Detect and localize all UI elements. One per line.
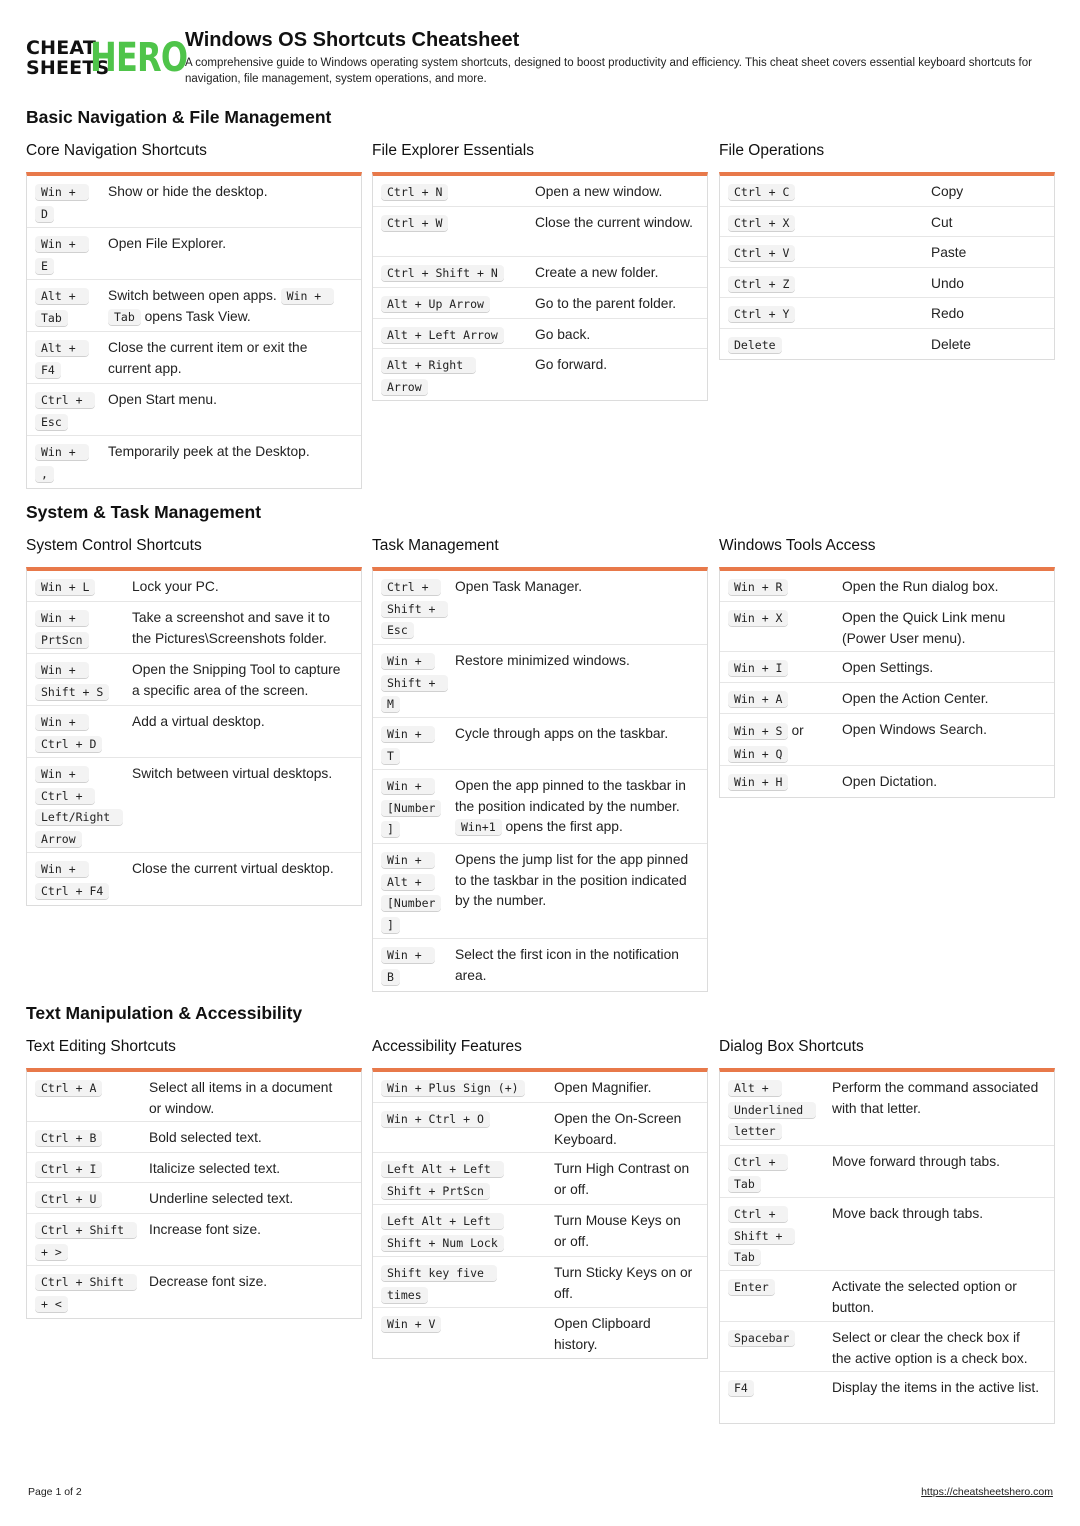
key-combo: D xyxy=(35,206,54,222)
card-file-operations xyxy=(719,172,1055,360)
shortcut-keys xyxy=(728,243,931,261)
shortcut-keys xyxy=(35,1272,149,1312)
card-dialog-box xyxy=(719,1068,1055,1424)
key-combo: Tab xyxy=(728,1249,761,1265)
key-combo: Win + L xyxy=(35,579,95,595)
shortcut-keys xyxy=(381,294,535,312)
shortcut-keys xyxy=(728,608,842,645)
shortcut-row xyxy=(373,288,707,319)
shortcut-row xyxy=(720,207,1054,237)
shortcut-row xyxy=(720,1372,1054,1423)
key-combo: [Number xyxy=(381,800,441,816)
shortcut-keys xyxy=(381,850,455,932)
page-header xyxy=(26,28,1056,90)
shortcut-row xyxy=(720,714,1054,766)
key-combo: Ctrl + F4 xyxy=(35,883,109,899)
shortcut-row xyxy=(27,1072,361,1122)
shortcut-row xyxy=(373,571,707,645)
shortcut-keys xyxy=(381,1159,554,1198)
card-text-editing xyxy=(26,1068,362,1319)
key-combo: Win + Plus Sign (+) xyxy=(381,1080,525,1096)
shortcut-keys xyxy=(728,274,931,291)
shortcut-description: Select or clear the check box if the active option is a check box. xyxy=(832,1330,1028,1366)
key-combo: Ctrl + N xyxy=(381,184,448,200)
logo-cheat-text: CHEAT xyxy=(26,37,97,59)
card-title-system-control: System Control Shortcuts xyxy=(26,537,202,554)
shortcut-description: Take a screenshot and save it to the Pictures\Screenshots folder. xyxy=(132,610,330,646)
shortcut-row xyxy=(373,1257,707,1308)
key-combo: [Number xyxy=(381,895,441,911)
description-text: opens the first app. xyxy=(505,819,623,834)
shortcut-keys xyxy=(35,390,108,429)
shortcut-keys xyxy=(381,1078,554,1096)
key-combo: Win + X xyxy=(728,610,788,626)
shortcut-row xyxy=(373,645,707,718)
shortcut-row xyxy=(373,718,707,770)
shortcut-row xyxy=(27,1183,361,1214)
or-text: or xyxy=(791,723,804,738)
shortcut-keys xyxy=(35,1220,149,1259)
shortcut-description: Show or hide the desktop. xyxy=(108,184,268,199)
shortcut-keys xyxy=(728,1328,832,1365)
shortcut-description: Open Clipboard history. xyxy=(554,1316,651,1352)
key-combo: Alt + xyxy=(35,288,89,304)
key-combo: Ctrl + B xyxy=(35,1130,102,1146)
shortcut-row xyxy=(373,1205,707,1257)
card-accessibility xyxy=(372,1068,708,1359)
inline-key: Win+1 xyxy=(455,819,502,835)
shortcut-description: Go forward. xyxy=(535,357,608,372)
shortcut-description: Turn High Contrast on or off. xyxy=(554,1161,690,1197)
shortcut-description: Open the Quick Link menu (Power User menu). xyxy=(842,610,1006,646)
shortcut-keys xyxy=(728,1152,832,1191)
shortcut-description: Copy xyxy=(931,184,964,199)
shortcut-keys xyxy=(35,608,132,647)
shortcut-row xyxy=(373,349,707,400)
key-combo: Win + xyxy=(381,852,435,868)
key-combo: Delete xyxy=(728,337,782,353)
key-combo: Ctrl + Shift xyxy=(35,1274,137,1290)
key-combo: times xyxy=(381,1287,428,1303)
shortcut-description: Cycle through apps on the taskbar. xyxy=(455,726,669,741)
shortcut-keys xyxy=(35,859,132,899)
card-title-core-navigation: Core Navigation Shortcuts xyxy=(26,142,207,159)
key-combo: Ctrl + I xyxy=(35,1161,102,1177)
inline-key: Tab xyxy=(108,309,141,325)
key-combo: Ctrl + A xyxy=(35,1080,102,1096)
section-title-navigation: Basic Navigation & File Management xyxy=(26,107,332,127)
shortcut-description: Lock your PC. xyxy=(132,579,219,594)
key-combo: Win + xyxy=(381,778,435,794)
shortcut-description xyxy=(455,776,699,837)
shortcut-keys xyxy=(728,1204,832,1264)
shortcut-row xyxy=(373,1072,707,1103)
shortcut-description: Temporarily peek at the Desktop. xyxy=(108,444,310,459)
shortcut-row xyxy=(27,1122,361,1153)
key-combo: Alt + xyxy=(35,340,89,356)
shortcut-description: Open File Explorer. xyxy=(108,236,227,251)
shortcut-row xyxy=(720,329,1054,359)
key-combo: Spacebar xyxy=(728,1330,795,1346)
card-title-file-operations: File Operations xyxy=(719,142,825,159)
shortcut-description: Decrease font size. xyxy=(149,1274,268,1289)
shortcut-row xyxy=(27,332,361,384)
shortcut-description: Select the first icon in the notification area. xyxy=(455,947,679,983)
key-combo: Alt + xyxy=(381,874,435,890)
key-combo: F4 xyxy=(35,362,61,378)
shortcut-description: Close the current virtual desktop. xyxy=(132,861,334,876)
shortcut-row xyxy=(373,207,707,257)
shortcut-keys xyxy=(381,724,455,763)
shortcut-row xyxy=(373,257,707,288)
key-combo: Win + xyxy=(35,236,89,252)
shortcut-row xyxy=(720,1198,1054,1271)
key-combo: Ctrl + xyxy=(35,788,95,804)
key-combo: Ctrl + xyxy=(728,1206,788,1222)
shortcut-row xyxy=(27,176,361,228)
shortcut-row xyxy=(27,654,361,706)
shortcut-keys xyxy=(381,1211,554,1250)
shortcut-description: Restore minimized windows. xyxy=(455,653,630,668)
key-combo: letter xyxy=(728,1123,782,1139)
key-combo: Shift + PrtScn xyxy=(381,1183,490,1199)
shortcut-keys xyxy=(728,304,931,322)
shortcut-description: Close the current window. xyxy=(535,215,693,230)
key-combo: M xyxy=(381,696,400,712)
key-combo: PrtScn xyxy=(35,632,89,648)
key-combo: Alt + Right xyxy=(381,357,476,373)
shortcut-keys xyxy=(35,338,108,377)
key-combo: Ctrl + Z xyxy=(728,276,795,292)
shortcut-description: Activate the selected option or button. xyxy=(832,1279,1017,1315)
shortcut-description: Undo xyxy=(931,276,964,291)
shortcut-description: Open a new window. xyxy=(535,184,663,199)
key-combo: Win + H xyxy=(728,774,788,790)
key-combo: Ctrl + U xyxy=(35,1191,102,1207)
key-combo: Ctrl + Shift + N xyxy=(381,265,504,281)
shortcut-description: Select all items in a document or window. xyxy=(149,1080,333,1116)
key-combo: Shift + xyxy=(381,601,448,617)
key-combo: Ctrl + X xyxy=(728,215,795,231)
page-number: Page 1 of 2 xyxy=(28,1486,82,1498)
inline-key: Win + xyxy=(281,288,335,304)
key-combo: ] xyxy=(381,821,400,837)
shortcut-keys xyxy=(381,182,535,200)
section-title-system: System & Task Management xyxy=(26,502,262,522)
shortcut-row xyxy=(373,319,707,349)
key-combo: Alt + Left Arrow xyxy=(381,327,504,343)
shortcut-keys xyxy=(35,234,108,273)
site-link[interactable]: https://cheatsheetshero.com xyxy=(921,1486,1053,1498)
shortcut-row xyxy=(720,1322,1054,1372)
shortcut-row xyxy=(373,1308,707,1358)
shortcut-row xyxy=(720,176,1054,207)
key-combo: Ctrl + xyxy=(381,579,441,595)
key-combo: ] xyxy=(381,917,400,933)
shortcut-row xyxy=(27,853,361,905)
shortcut-description: Create a new folder. xyxy=(535,265,659,280)
key-combo: Win + R xyxy=(728,579,788,595)
shortcut-description: Bold selected text. xyxy=(149,1130,262,1145)
key-combo: Ctrl + Shift xyxy=(35,1222,137,1238)
key-combo: Ctrl + xyxy=(35,392,95,408)
shortcut-row xyxy=(27,571,361,602)
key-combo: E xyxy=(35,258,54,274)
shortcut-row xyxy=(27,280,361,332)
key-combo: Win + xyxy=(35,444,89,460)
description-text: Open the app pinned to the taskbar in the position indicated by the number. xyxy=(455,778,686,814)
key-combo: + > xyxy=(35,1244,68,1260)
shortcut-row xyxy=(27,706,361,758)
shortcut-row xyxy=(720,1271,1054,1322)
shortcut-description: Move back through tabs. xyxy=(832,1206,984,1221)
key-combo: B xyxy=(381,969,400,985)
shortcut-row xyxy=(27,228,361,280)
shortcut-keys xyxy=(381,577,455,638)
logo-sheets-text: SHEETS xyxy=(26,57,110,79)
key-combo: Alt + xyxy=(728,1080,782,1096)
shortcut-keys xyxy=(728,772,842,791)
shortcut-keys xyxy=(728,1277,832,1315)
key-combo: Tab xyxy=(728,1176,761,1192)
card-system-control xyxy=(26,567,362,906)
shortcut-row xyxy=(27,602,361,654)
shortcut-keys xyxy=(381,1263,554,1301)
shortcut-keys xyxy=(728,182,931,200)
shortcut-description: Display the items in the active list. xyxy=(832,1380,1040,1395)
card-title-text-editing: Text Editing Shortcuts xyxy=(26,1038,176,1055)
shortcut-description: Turn Mouse Keys on or off. xyxy=(554,1213,681,1249)
shortcut-row xyxy=(27,758,361,853)
page-description: A comprehensive guide to Windows operating system shortcuts, designed to boost productivity and efficiency. This cheat sheet covers essential keyboard shortcuts for navigation, file management, system operations, and more. xyxy=(185,57,1032,85)
shortcut-description: Open the Run dialog box. xyxy=(842,579,999,594)
key-combo: Win + xyxy=(35,714,89,730)
shortcut-description: Delete xyxy=(931,337,971,352)
key-combo: Win + S xyxy=(728,723,788,739)
shortcut-description: Open Dictation. xyxy=(842,774,938,789)
shortcut-keys xyxy=(381,1109,554,1146)
shortcut-row xyxy=(720,652,1054,683)
shortcut-description: Increase font size. xyxy=(149,1222,261,1237)
shortcut-description: Italicize selected text. xyxy=(149,1161,281,1176)
section-title-text-accessibility: Text Manipulation & Accessibility xyxy=(26,1003,303,1023)
shortcut-description: Underline selected text. xyxy=(149,1191,294,1206)
shortcut-description: Switch between virtual desktops. xyxy=(132,766,333,781)
card-task-management xyxy=(372,567,708,992)
card-title-accessibility: Accessibility Features xyxy=(372,1038,522,1055)
shortcut-row xyxy=(720,1072,1054,1146)
shortcut-keys xyxy=(381,945,455,985)
shortcut-description: Open Start menu. xyxy=(108,392,217,407)
card-title-file-explorer: File Explorer Essentials xyxy=(372,142,534,159)
shortcut-keys xyxy=(35,712,132,751)
key-combo: T xyxy=(381,748,400,764)
shortcut-keys xyxy=(381,776,455,837)
key-combo: Ctrl + Y xyxy=(728,306,795,322)
key-combo: Win + V xyxy=(381,1316,441,1332)
shortcut-row xyxy=(27,384,361,436)
key-combo: Alt + Up Arrow xyxy=(381,296,490,312)
shortcut-description: Go back. xyxy=(535,327,591,342)
key-combo: , xyxy=(35,466,54,482)
key-combo: Shift + xyxy=(381,675,448,691)
shortcut-keys xyxy=(35,442,108,482)
key-combo: Win + xyxy=(381,653,435,669)
shortcut-row xyxy=(27,1214,361,1266)
page-title: Windows OS Shortcuts Cheatsheet xyxy=(185,29,520,51)
key-combo: Ctrl + D xyxy=(35,736,102,752)
shortcut-description: Cut xyxy=(931,215,953,230)
shortcut-keys xyxy=(35,660,132,699)
key-combo: Win + Q xyxy=(728,746,788,762)
shortcut-description: Turn Sticky Keys on or off. xyxy=(554,1265,693,1301)
shortcut-row xyxy=(373,939,707,991)
key-combo: Win + Ctrl + O xyxy=(381,1111,490,1127)
shortcut-keys xyxy=(728,1378,832,1417)
shortcut-description: Paste xyxy=(931,245,967,260)
key-combo: Win + xyxy=(35,861,89,877)
key-combo: Arrow xyxy=(381,379,428,395)
shortcut-keys xyxy=(728,689,842,707)
shortcut-keys xyxy=(728,720,842,759)
key-combo: Shift + Num Lock xyxy=(381,1235,504,1251)
card-windows-tools xyxy=(719,567,1055,798)
shortcut-keys xyxy=(35,286,108,325)
shortcut-row xyxy=(720,1146,1054,1198)
key-combo: Left Alt + Left xyxy=(381,1161,504,1177)
key-combo: Left/Right xyxy=(35,809,123,825)
shortcut-description xyxy=(108,286,353,325)
key-combo: Ctrl + W xyxy=(381,215,448,231)
description-text: opens Task View. xyxy=(144,308,251,324)
shortcut-row xyxy=(373,1103,707,1153)
shortcut-row xyxy=(373,1153,707,1205)
shortcut-description: Open Windows Search. xyxy=(842,722,987,737)
key-combo: Underlined xyxy=(728,1102,816,1118)
key-combo: Win + A xyxy=(728,691,788,707)
key-combo: Left Alt + Left xyxy=(381,1213,504,1229)
key-combo: Win + xyxy=(35,662,89,678)
shortcut-row xyxy=(27,436,361,488)
shortcut-row xyxy=(373,770,707,844)
shortcut-keys xyxy=(728,658,842,676)
shortcut-description: Open the Snipping Tool to capture a specific area of the screen. xyxy=(132,662,341,698)
shortcut-keys xyxy=(35,764,132,846)
card-title-windows-tools: Windows Tools Access xyxy=(719,537,876,554)
shortcut-description: Open the On-Screen Keyboard. xyxy=(554,1111,682,1147)
shortcut-keys xyxy=(728,577,842,595)
key-combo: Tab xyxy=(35,310,68,326)
shortcut-description: Redo xyxy=(931,306,964,321)
card-file-explorer xyxy=(372,172,708,401)
shortcut-keys xyxy=(381,263,535,281)
description-text: Switch between open apps. xyxy=(108,288,277,303)
shortcut-row xyxy=(720,268,1054,298)
shortcut-description: Perform the command associated with that letter. xyxy=(832,1080,1039,1116)
card-title-task-management: Task Management xyxy=(372,537,499,554)
logo-hero-text: HERO xyxy=(90,35,188,81)
key-combo: Win + xyxy=(381,726,435,742)
shortcut-row xyxy=(373,844,707,939)
key-combo: Shift + S xyxy=(35,684,109,700)
key-combo: Win + xyxy=(35,766,89,782)
shortcut-keys xyxy=(35,182,108,221)
header-text xyxy=(185,28,1055,87)
shortcut-keys xyxy=(35,577,132,595)
shortcut-row xyxy=(720,237,1054,268)
shortcut-row xyxy=(720,683,1054,714)
key-combo: Win + I xyxy=(728,660,788,676)
shortcut-keys xyxy=(728,213,931,230)
key-combo: + < xyxy=(35,1296,68,1312)
shortcut-description: Close the current item or exit the current app. xyxy=(108,340,308,376)
key-combo: Esc xyxy=(35,414,68,430)
shortcut-row xyxy=(720,766,1054,797)
shortcut-description: Add a virtual desktop. xyxy=(132,714,265,729)
key-combo: Win + xyxy=(35,610,89,626)
key-combo: Ctrl + xyxy=(728,1154,788,1170)
key-combo: Win + xyxy=(381,947,435,963)
key-combo: F4 xyxy=(728,1380,754,1396)
shortcut-keys xyxy=(35,1078,149,1115)
shortcut-row xyxy=(373,176,707,207)
shortcut-keys xyxy=(728,335,931,353)
key-combo: Arrow xyxy=(35,831,82,847)
key-combo: Shift + xyxy=(728,1228,795,1244)
shortcut-keys xyxy=(728,1078,832,1139)
key-combo: Win + xyxy=(35,184,89,200)
card-title-dialog-box: Dialog Box Shortcuts xyxy=(719,1038,864,1055)
key-combo: Shift key five xyxy=(381,1265,497,1281)
shortcut-keys xyxy=(35,1159,149,1176)
shortcut-keys xyxy=(35,1128,149,1146)
shortcut-keys xyxy=(381,325,535,342)
shortcut-description: Open Settings. xyxy=(842,660,934,675)
shortcut-description: Open Magnifier. xyxy=(554,1080,652,1095)
shortcut-description: Move forward through tabs. xyxy=(832,1154,1000,1169)
card-core-navigation xyxy=(26,172,362,489)
cheatsheetshero-logo[interactable] xyxy=(26,35,188,81)
key-combo: Ctrl + C xyxy=(728,184,795,200)
shortcut-description: Open the Action Center. xyxy=(842,691,989,706)
shortcut-description: Open Task Manager. xyxy=(455,579,583,594)
key-combo: Esc xyxy=(381,622,414,638)
shortcut-keys xyxy=(381,651,455,711)
shortcut-description: Go to the parent folder. xyxy=(535,296,677,311)
key-combo: Ctrl + V xyxy=(728,245,795,261)
shortcut-description: Opens the jump list for the app pinned to the taskbar in the position indicated by the number. xyxy=(455,852,689,908)
shortcut-keys xyxy=(35,1189,149,1207)
shortcut-row xyxy=(27,1153,361,1183)
shortcut-keys xyxy=(381,355,535,394)
shortcut-row xyxy=(720,571,1054,602)
shortcut-row xyxy=(720,298,1054,329)
shortcut-row xyxy=(27,1266,361,1318)
shortcut-keys xyxy=(381,1314,554,1352)
shortcut-keys xyxy=(381,213,535,250)
key-combo: Enter xyxy=(728,1279,775,1295)
shortcut-row xyxy=(720,602,1054,652)
